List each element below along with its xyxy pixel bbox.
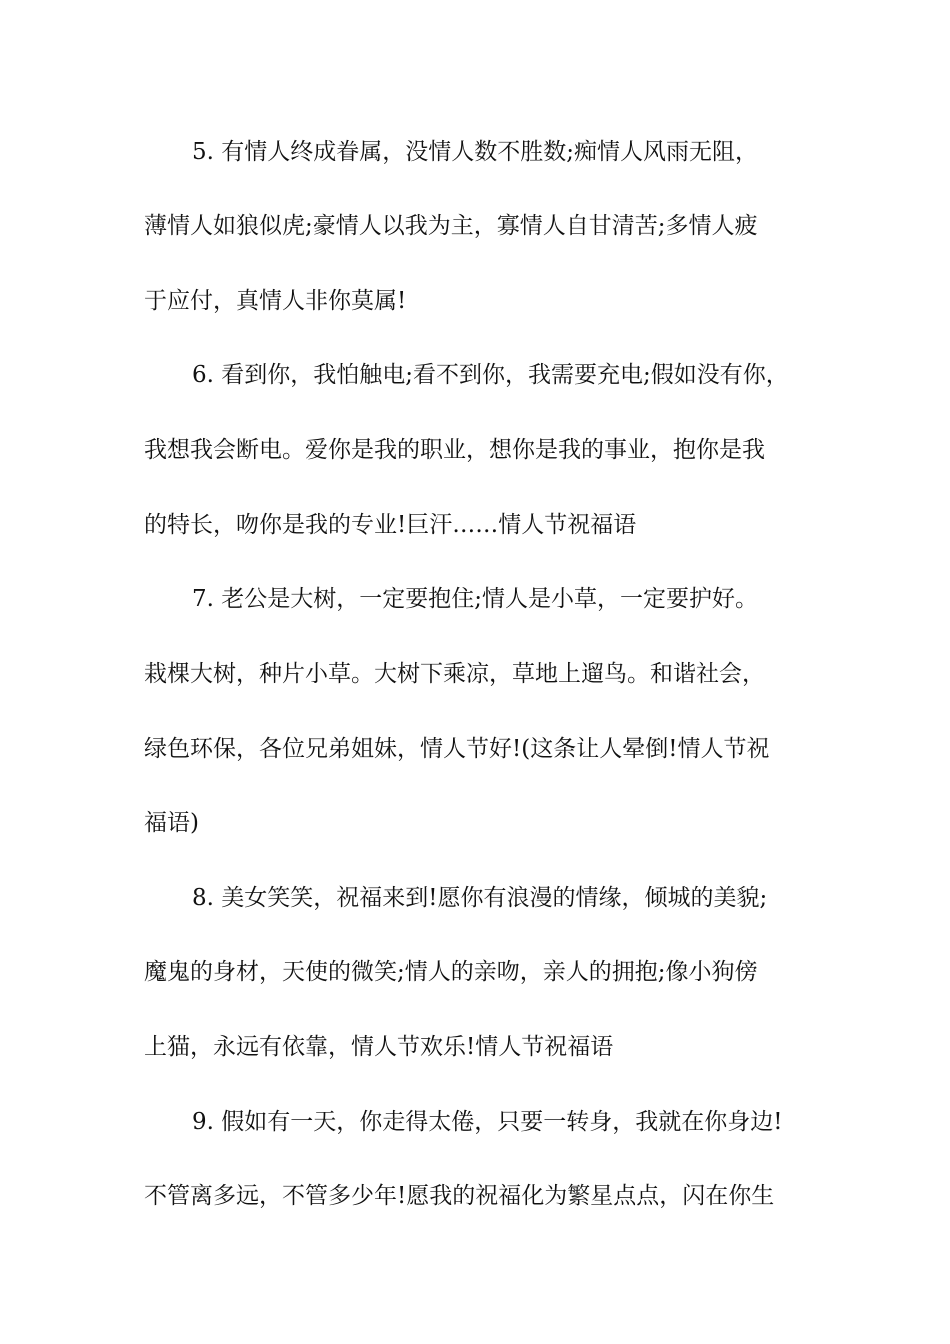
paragraph-9-line-1: 9. 假如有一天，你走得太倦，只要一转身，我就在你身边!: [192, 1109, 783, 1135]
paragraph-8-line-2: 魔鬼的身材，天使的微笑;情人的亲吻，亲人的拥抱;像小狗傍: [144, 959, 758, 985]
paragraph-8-line-1: 8. 美女笑笑，祝福来到!愿你有浪漫的情缘，倾城的美貌;: [192, 885, 768, 911]
paragraph-5-line-3: 于应付，真情人非你莫属!: [144, 288, 407, 314]
paragraph-6-line-2: 我想我会断电。爱你是我的职业，想你是我的事业，抱你是我: [144, 437, 765, 463]
paragraph-6-line-3: 的特长，吻你是我的专业!巨汗……情人节祝福语: [144, 512, 637, 538]
paragraph-5-line-1: 5. 有情人终成眷属，没情人数不胜数;痴情人风雨无阻，: [192, 139, 759, 165]
paragraph-6-line-1: 6. 看到你，我怕触电;看不到你，我需要充电;假如没有你，: [192, 362, 789, 388]
paragraph-9-line-2: 不管离多远，不管多少年!愿我的祝福化为繁星点点，闪在你生: [144, 1183, 775, 1209]
paragraph-5-line-2: 薄情人如狼似虎;豪情人以我为主，寡情人自甘清苦;多情人疲: [144, 213, 758, 239]
paragraph-7-line-3: 绿色环保，各位兄弟姐妹，情人节好!(这条让人晕倒!情人节祝: [144, 736, 770, 762]
paragraph-7-line-4: 福语): [144, 810, 199, 836]
paragraph-7-line-1: 7. 老公是大树，一定要抱住;情人是小草，一定要护好。: [192, 586, 759, 612]
paragraph-8-line-3: 上猫，永远有依靠，情人节欢乐!情人节祝福语: [144, 1034, 614, 1060]
paragraph-7-line-2: 栽棵大树，种片小草。大树下乘凉，草地上遛鸟。和谐社会，: [144, 661, 765, 687]
